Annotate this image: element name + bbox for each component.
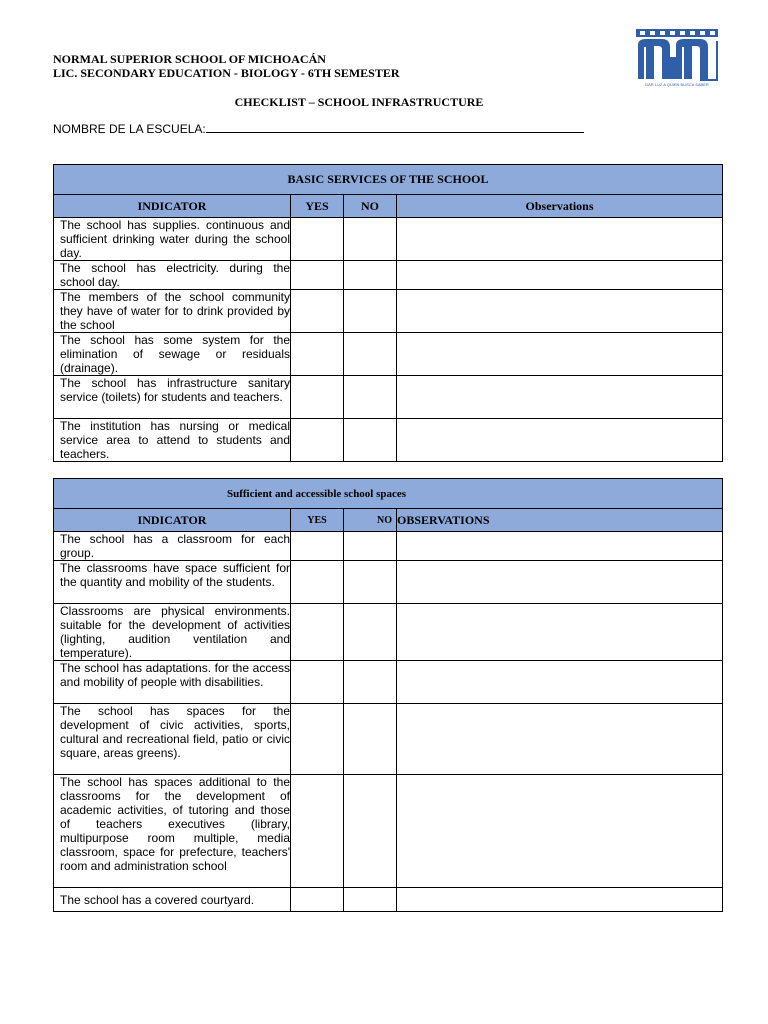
indicator-cell: The institution has nursing or medical service area to attend to students and teachers. [54, 419, 291, 462]
no-cell[interactable] [344, 604, 397, 661]
yes-cell[interactable] [291, 376, 344, 419]
indicator-cell: The school has electricity. during the school day. [54, 261, 291, 290]
observations-cell[interactable] [397, 218, 723, 261]
indicator-cell: The school has adaptations. for the access and mobility of people with disabilities. [54, 661, 291, 704]
logo-motto: DAR LUZ A QUIEN BUSCA SABER [645, 82, 709, 87]
observations-cell[interactable] [397, 532, 723, 561]
table-row [54, 261, 723, 290]
observations-cell[interactable] [397, 376, 723, 419]
yes-cell[interactable] [291, 561, 344, 604]
observations-cell[interactable] [397, 775, 723, 888]
observations-cell[interactable] [397, 419, 723, 462]
yes-cell[interactable] [291, 290, 344, 333]
column-header-observations: OBSERVATIONS [397, 509, 723, 532]
no-cell[interactable] [344, 704, 397, 775]
table-row [54, 419, 723, 462]
indicator-cell: The school has a covered courtyard. [54, 888, 291, 912]
no-cell[interactable] [344, 261, 397, 290]
program-name: LIC. SECONDARY EDUCATION - BIOLOGY - 6TH SEMESTER [53, 66, 400, 80]
yes-cell[interactable] [291, 261, 344, 290]
column-header-no: NO [344, 195, 397, 218]
yes-cell[interactable] [291, 532, 344, 561]
table-row [54, 333, 723, 376]
column-header-observations: Observations [397, 195, 723, 218]
school-name-field[interactable] [53, 121, 584, 136]
observations-cell[interactable] [397, 604, 723, 661]
yes-cell[interactable] [291, 775, 344, 888]
no-cell[interactable] [344, 333, 397, 376]
indicator-cell: The school has some system for the elimination of sewage or residuals (drainage). [54, 333, 291, 376]
table-row [54, 704, 723, 775]
table-row [54, 661, 723, 704]
no-cell[interactable] [344, 661, 397, 704]
school-logo [632, 27, 722, 87]
yes-cell[interactable] [291, 604, 344, 661]
table-row [54, 532, 723, 561]
section-title: Sufficient and accessible school spaces [54, 479, 723, 509]
no-cell[interactable] [344, 532, 397, 561]
indicator-cell: The members of the school community they have of water for to drink provided by the school [54, 290, 291, 333]
indicator-cell: The school has supplies. continuous and sufficient drinking water during the school day. [54, 218, 291, 261]
table-row [54, 604, 723, 661]
section-title: BASIC SERVICES OF THE SCHOOL [54, 165, 723, 195]
observations-cell[interactable] [397, 661, 723, 704]
observations-cell[interactable] [397, 290, 723, 333]
observations-cell[interactable] [397, 561, 723, 604]
observations-cell[interactable] [397, 333, 723, 376]
yes-cell[interactable] [291, 661, 344, 704]
table-row [54, 376, 723, 419]
yes-cell[interactable] [291, 333, 344, 376]
yes-cell[interactable] [291, 218, 344, 261]
no-cell[interactable] [344, 218, 397, 261]
table-row [54, 888, 723, 912]
yes-cell[interactable] [291, 704, 344, 775]
yes-cell[interactable] [291, 419, 344, 462]
indicator-cell: The school has spaces additional to the classrooms for the development of academic activities, of tutoring and those of teachers executives (library, multipurpose room multiple, media classroom, space for prefecture, teachers' room and administration school [54, 775, 291, 888]
document-title: CHECKLIST – SCHOOL INFRASTRUCTURE [234, 95, 484, 109]
no-cell[interactable] [344, 419, 397, 462]
column-header-indicator: INDICATOR [54, 195, 291, 218]
column-header-no: NO [344, 509, 397, 532]
school-name-label: NOMBRE DE LA ESCUELA: [53, 122, 206, 136]
institution-name: NORMAL SUPERIOR SCHOOL OF MICHOACÁN [53, 52, 326, 66]
column-header-yes: YES [291, 509, 344, 532]
indicator-cell: The classrooms have space sufficient for the quantity and mobility of the students. [54, 561, 291, 604]
yes-cell[interactable] [291, 888, 344, 912]
no-cell[interactable] [344, 775, 397, 888]
table-row [54, 775, 723, 888]
indicator-cell: The school has spaces for the development of civic activities, sports, cultural and recreational field, patio or civic square, areas greens). [54, 704, 291, 775]
observations-cell[interactable] [397, 888, 723, 912]
no-cell[interactable] [344, 888, 397, 912]
column-header-yes: YES [291, 195, 344, 218]
column-header-indicator: INDICATOR [54, 509, 291, 532]
observations-cell[interactable] [397, 261, 723, 290]
table-row [54, 561, 723, 604]
school-spaces-table [53, 478, 723, 912]
no-cell[interactable] [344, 376, 397, 419]
indicator-cell: Classrooms are physical environments. suitable for the development of activities (lighting, audition ventilation and temperature). [54, 604, 291, 661]
basic-services-table [53, 164, 723, 462]
table-row [54, 218, 723, 261]
observations-cell[interactable] [397, 704, 723, 775]
no-cell[interactable] [344, 561, 397, 604]
indicator-cell: The school has a classroom for each group. [54, 532, 291, 561]
no-cell[interactable] [344, 290, 397, 333]
school-name-blank[interactable] [206, 121, 584, 133]
indicator-cell: The school has infrastructure sanitary service (toilets) for students and teachers. [54, 376, 291, 419]
table-row [54, 290, 723, 333]
